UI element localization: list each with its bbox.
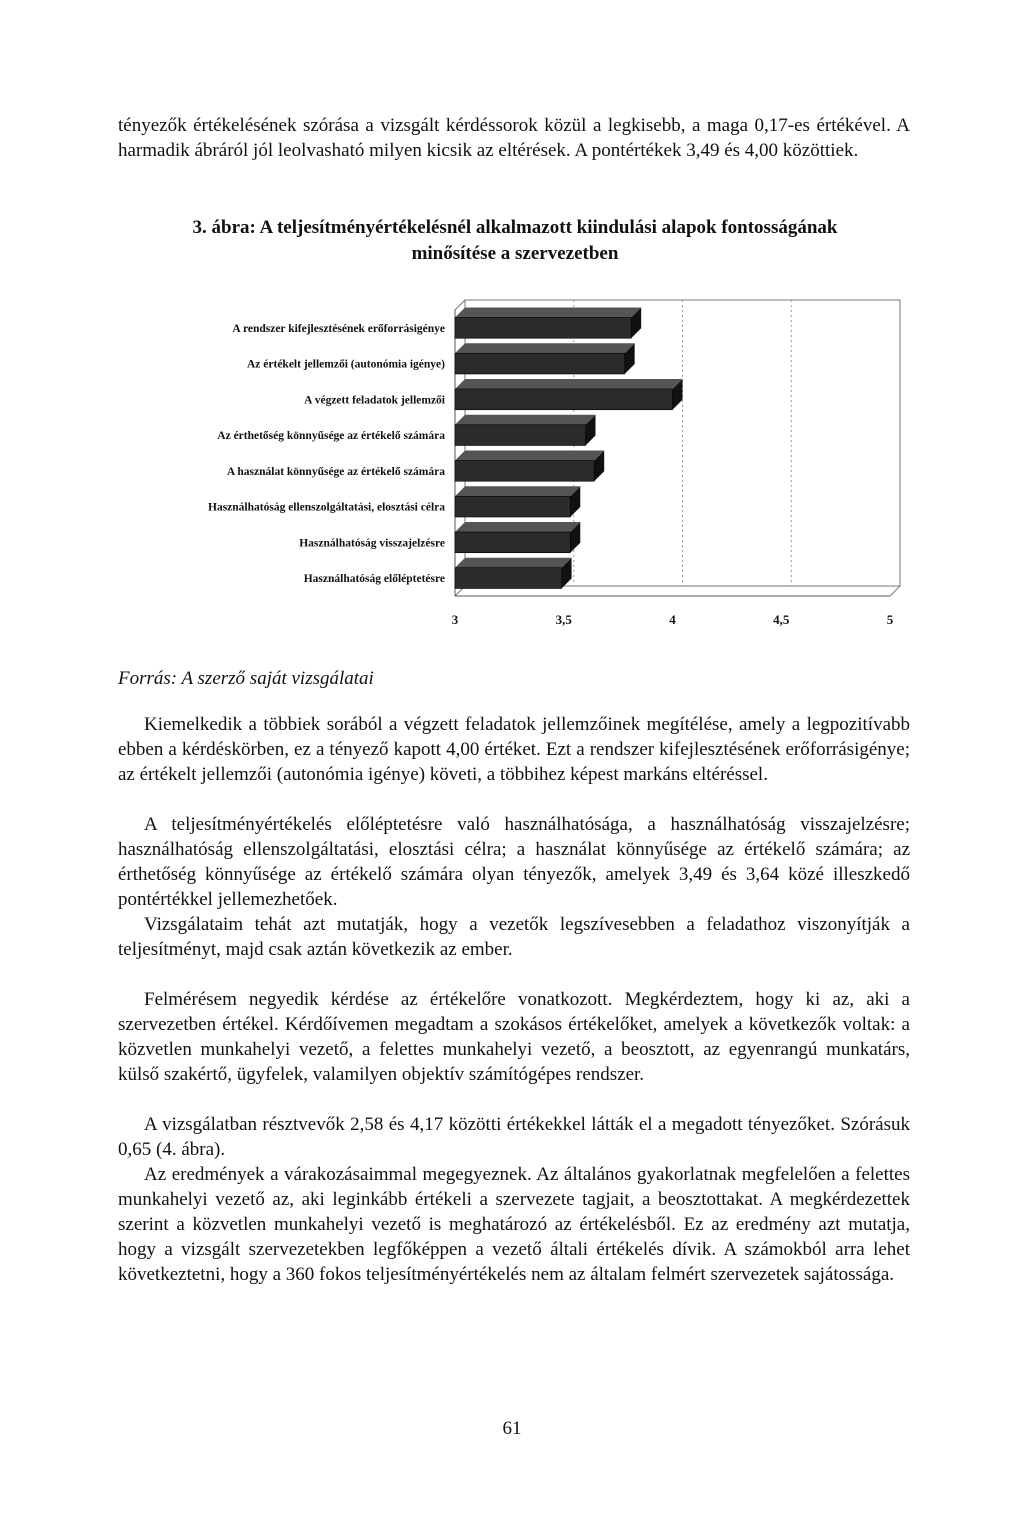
bar xyxy=(455,318,631,339)
body-paragraph-1: Kiemelkedik a többiek sorából a végzett feladatok jellemzőinek megítélése, amely a legpozitívabb ebben a kérdéskörben, ez a tényező kapott 4,00 értéket. Ezt a rendszer kifejlesztésének erőforrásigénye; az értékelt jellemzői (autonómia igénye) követi, a többihez képest markáns eltéréssel. xyxy=(118,714,910,785)
category-label: Használhatóság ellenszolgáltatási, elosztási célra xyxy=(208,501,445,514)
body-paragraph-3: Vizsgálataim tehát azt mutatják, hogy a vezetők legszívesebben a feladathoz viszonyítják a teljesítményt, majd csak aztán következik az ember. xyxy=(118,914,910,960)
bar-chart xyxy=(90,290,930,640)
figure-title-line-1: 3. ábra: A teljesítményértékelésnél alkalmazott kiindulási alapok fontosságának xyxy=(192,217,838,238)
category-label: A használat könnyűsége az értékelő számára xyxy=(226,465,445,478)
category-label: Használhatóság visszajelzésre xyxy=(299,537,445,550)
category-label: A végzett feladatok jellemzői xyxy=(304,394,445,407)
figure-title xyxy=(100,215,930,267)
x-tick-label: 4,5 xyxy=(773,612,790,627)
x-tick-label: 4 xyxy=(669,612,676,627)
bar-top xyxy=(455,522,580,532)
x-tick-label: 5 xyxy=(886,612,894,627)
category-label: Az érthetőség könnyűsége az értékelő számára xyxy=(217,430,445,443)
bar-top xyxy=(455,451,604,461)
bar-top xyxy=(455,558,572,568)
bar xyxy=(455,461,594,482)
x-tick-label: 3 xyxy=(451,612,459,627)
figure-source: Forrás: A szerző saját vizsgálatai xyxy=(118,668,374,689)
page-number: 61 xyxy=(502,1418,522,1439)
body-paragraph-2: A teljesítményértékelés előléptetésre való használhatósága, a használhatóság visszajelzésre; használhatóság ellenszolgáltatási, elosztási célra; a használat könnyűsége az értékelő számára; az érthetőség könnyűsége az értékelő számára olyan tényezők, amelyek 3,49 és 3,64 közé illeszkedő pontértékkel jellemezhetőek. xyxy=(118,814,910,910)
category-label: Használhatóság előléptetésre xyxy=(303,573,445,586)
body-paragraph-6: Az eredmények a várakozásaimmal megegyeznek. Az általános gyakorlatnak megfelelően a felettes munkahelyi vezető az, aki leginkább értékeli a szervezete tagjait, a beosztottakat. A megkérdezettek szerint a közvetlen munkahelyi vezető is meghatározó az értékelésből. Ez az eredmény azt mutatja, hogy a vizsgált szervezetekben legfőképpen a vezető általi értékelés dívik. A számokból arra lehet következtetni, hogy a 360 fokos teljesítményértékelés nem az általam felmért szervezetek sajátossága. xyxy=(118,1164,910,1285)
bar-top xyxy=(455,308,641,318)
bar-top xyxy=(455,343,635,353)
frame-edge xyxy=(455,300,465,310)
x-tick-label: 3,5 xyxy=(555,612,572,627)
bar-top xyxy=(455,486,580,496)
bar xyxy=(455,568,562,589)
bar xyxy=(455,496,570,517)
bar xyxy=(455,389,673,410)
body-paragraph-4: Felmérésem negyedik kérdése az értékelőre vonatkozott. Megkérdeztem, hogy ki az, aki a szervezetben értékel. Kérdőívemen megadtam a szokásos értékelőket, amelyek a következők voltak: a közvetlen munkahelyi vezető, a felettes munkahelyi vezető, a beosztott, az egyenrangú munkatárs, külső szakértő, ügyfelek, valamilyen objektív számítógépes rendszer. xyxy=(118,989,910,1085)
intro-paragraph: tényezők értékelésének szórása a vizsgált kérdéssorok közül a legkisebb, a maga 0,17-es értékével. A harmadik ábráról jól leolvasható milyen kicsik az eltérések. A pontértékek 3,49 és 4,00 közöttiek. xyxy=(118,115,910,161)
body-paragraph-5: A vizsgálatban résztvevők 2,58 és 4,17 közötti értékekkel látták el a megadott tényezőket. Szórásuk 0,65 (4. ábra). xyxy=(118,1114,910,1160)
bar-top xyxy=(455,379,683,389)
figure-title-line-2: minősítése a szervezetben xyxy=(411,243,619,264)
bar-top xyxy=(455,415,596,425)
frame-edge xyxy=(890,586,900,596)
bar xyxy=(455,353,625,374)
bar xyxy=(455,425,586,446)
category-label: Az értékelt jellemzői (autonómia igénye) xyxy=(247,358,445,371)
bar xyxy=(455,532,570,553)
category-label: A rendszer kifejlesztésének erőforrásigénye xyxy=(232,322,445,335)
